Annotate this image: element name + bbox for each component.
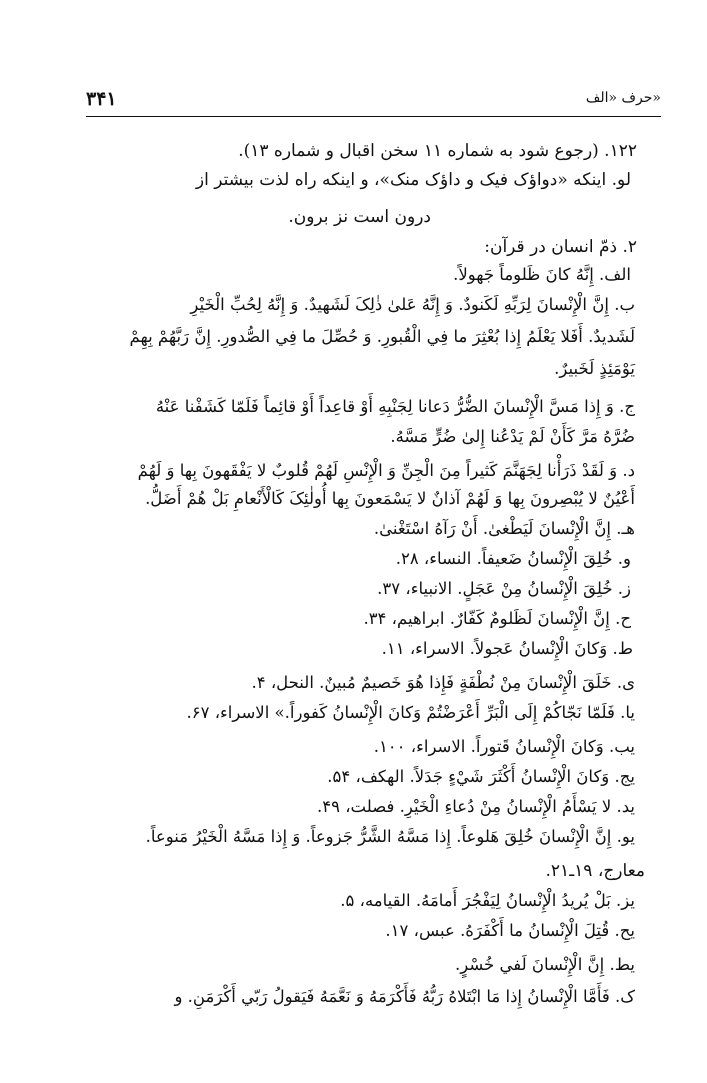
text-line: یط. إِنَّ الْإِنْسانَ لَفي خُسْرٍ. [454,955,635,974]
text-line: ید. لا يَسْأَمُ الْإِنْسانُ مِنْ دُعاءِ الْخَيْرِ. فصلت، ۴۹. [316,797,635,816]
text-line: أَعْيُنٌ لا يُبْصِرونَ بِها وَ لَهُمْ آذانٌ لا يَسْمَعونَ بِها أُولٰئِکَ كَالْأَنْعامِ بَلْ هُمْ أَضَلُّ. [145,489,635,508]
running-title: حرف «الف» [578,90,661,106]
text-line: معارج، ۱۹ـ۲۱. [545,861,645,881]
text-line: یح. قُتِلَ الْإِنْسانُ ما أَكْفَرَهُ. عبس، ۱۷. [385,921,635,940]
text-line: و. خُلِقَ الْإِنْسانُ ضَعيفاً. النساء، ۲۸. [395,549,631,568]
text-line: یو. إِنَّ الْإِنْسانَ خُلِقَ هَلوعاً. إِذا مَسَّهُ الشَّرُّ جَزوعاً. وَ إِذا مَسَّهُ الْخَيْرُ مَنوعاً. [145,827,635,846]
text-line: يَوْمَئِذٍ لَخَبيرٌ. [554,359,635,378]
text-line: ج. وَ إِذا مَسَّ الْإِنْسانَ الضُّرُّ دَعانا لِجَنْبِهِ أَوْ قاعِداً أَوْ قائِماً فَلَمّا كَشَفْنا عَنْهُ [155,397,635,416]
text-line: د. وَ لَقَدْ ذَرَأْنا لِجَهَنَّمَ كَثيراً مِنَ الْجِنِّ وَ الْإِنْسِ لَهُمْ قُلوبٌ لا يَفْقَهونَ بِها وَ لَهُمْ [137,461,635,480]
page-number: ۳۴۱ [86,88,125,110]
text-line: یز. بَلْ يُريدُ الْإِنْسانُ لِيَفْجُرَ أَمامَهُ. القیامه، ۵. [340,891,635,910]
text-line: ی. خَلَقَ الْإِنْسانَ مِنْ نُطْفَةٍ فَإِذا هُوَ خَصيمٌ مُبينٌ. النحل، ۴. [251,673,635,692]
text-line: ۱۲۲. (رجوع شود به شماره ۱۱ سخن اقبال و شماره ۱۳). [238,141,637,161]
text-line: یا. فَلَمّا نَجّاكُمْ إِلَى الْبَرِّ أَعْرَضْتُمْ وَكانَ الْإِنْسانُ كَفوراً.» الاسراء، ۶۷. [186,703,635,722]
text-line: یب. وَكانَ الْإِنْسانُ قَتوراً. الاسراء، ۱۰۰. [373,737,635,756]
text-line: ک. فَأَمَّا الْإِنْسانُ إِذا مَا ابْتَلاهُ رَبُّهُ فَأَكْرَمَهُ وَ نَعَّمَهُ فَيَقولُ رَبّي أَكْرَمَنِ. و [174,987,635,1006]
text-line: لَشَديدٌ. أَفَلا يَعْلَمُ إِذا بُعْثِرَ ما فِي الْقُبورِ. وَ حُصِّلَ ما فِي الصُّدورِ. إِنَّ رَبَّهُمْ بِهِمْ [129,327,635,346]
text-line: ط. وَكانَ الْإِنْسانُ عَجولاً. الاسراء، ۱۱. [381,639,633,658]
text-line: درون است نز برون. [288,207,431,227]
text-line: الف. إِنَّهُ کانَ ظَلوماً جَهولاً. [453,265,631,284]
text-line: ح. إِنَّ الْإِنْسانَ لَظَلومٌ كَفّارٌ. ابراهیم، ۳۴. [363,609,631,628]
text-line: لو. اینکه «دواؤک فیک و داؤک منک»، و اینکه راه لذت بیشتر از [195,170,631,190]
text-line: هـ. إِنَّ الْإِنْسانَ لَيَطْغىٰ. أَنْ رَآهُ اسْتَغْنىٰ. [373,519,635,538]
text-line: یج. وَكانَ الْإِنْسانُ أَكْثَرَ شَيْءٍ جَدَلاً. الهکف، ۵۴. [327,767,635,786]
text-line: ضُرَّهُ مَرَّ كَأَنْ لَمْ يَدْعُنا إِلىٰ ضُرٍّ مَسَّهُ. [390,427,635,446]
page-header [86,88,661,117]
text-line: ب. إِنَّ الْإِنْسانَ لِرَبِّهِ لَكَنودٌ. وَ إِنَّهُ عَلىٰ ذٰلِکَ لَشَهيدٌ. وَ إِنَّهُ لِحُبِّ الْخَيْرِ [190,295,635,314]
text-line: ۲. ذمّ انسان در قرآن: [484,237,637,257]
text-line: ز. خُلِقَ الْإِنْسانُ مِنْ عَجَلٍ. الانبیاء، ۳۷. [377,579,631,598]
